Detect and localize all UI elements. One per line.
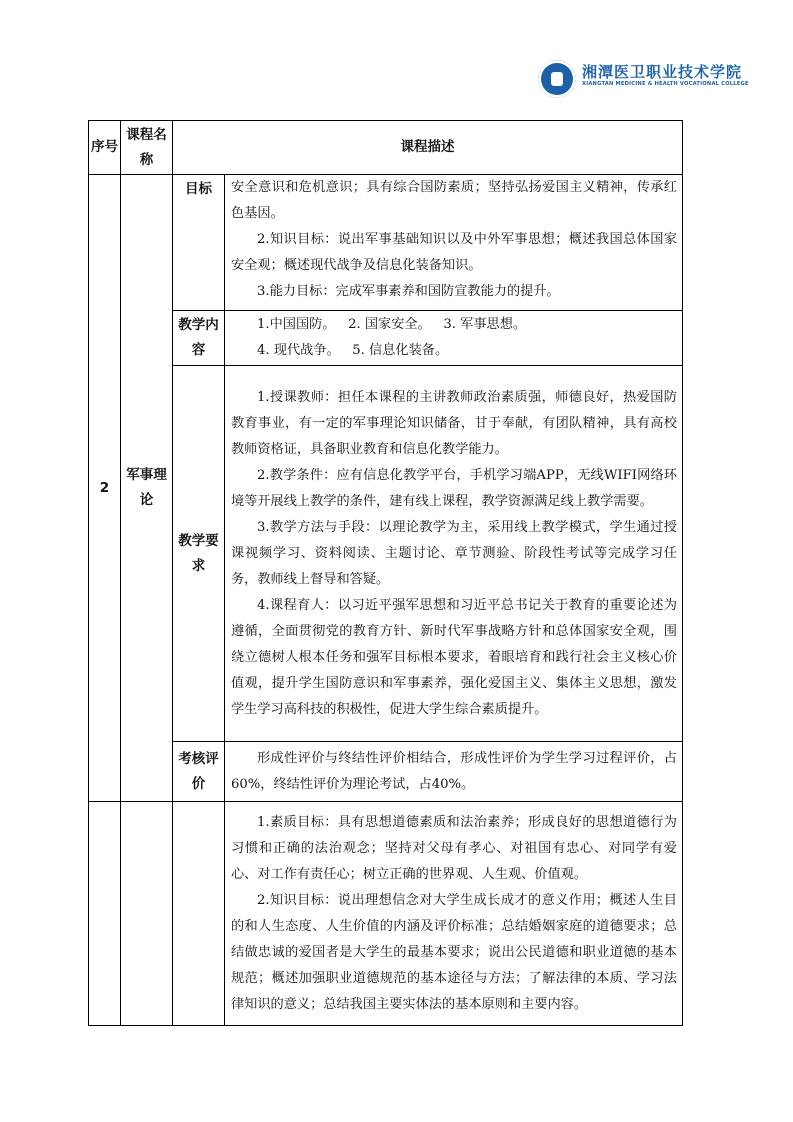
requirement-paragraph: 3.教学方法与手段：以理论教学为主，采用线上教学模式，学生通过授课视频学习、资料阅读、主题讨论、章节测验、阶段性考试等完成学习任务，教师线上督导和答疑。 bbox=[231, 519, 677, 587]
next-course-content bbox=[225, 802, 683, 1026]
goal-label: 目标 bbox=[173, 175, 225, 311]
college-name-en: XIANGTAN MEDICINE & HEALTH VOCATIONAL COLLEGE bbox=[582, 81, 749, 87]
teaching-requirements-label: 教学要求 bbox=[173, 366, 225, 742]
next-course-label bbox=[173, 802, 225, 1026]
table-row bbox=[89, 742, 683, 802]
requirement-paragraph: 1.授课教师：担任本课程的主讲教师政治素质强，师德良好，热爱国防教育事业，有一定的军事理论知识储备，甘于奉献，有团队精神，具有高校教师资格证，具备职业教育和信息化教学能力。 bbox=[231, 389, 677, 457]
table-header-row bbox=[89, 121, 683, 175]
course-name: 军事理论 bbox=[121, 175, 173, 802]
requirement-paragraph: 4.课程育人：以习近平强军思想和习近平总书记关于教育的重要论述为遵循，全面贯彻党的教育方针、新时代军事战略方针和总体国家安全观，围绕立德树人根本任务和强军目标根本要求，着眼培育和践行社会主义核心价值观，提升学生国防意识和军事素养，强化爱国主义、集体主义思想，激发学生学习高科技的积极性，促进大学生综合素质提升。 bbox=[231, 597, 677, 717]
assessment-label: 考核评价 bbox=[173, 742, 225, 802]
col-header-description: 课程描述 bbox=[173, 121, 683, 175]
teaching-content-line: 1.中国国防。 2. 国家安全。 3. 军事思想。 bbox=[257, 317, 527, 332]
goal-paragraph: 2.知识目标：说出军事基础知识以及中外军事思想；概述我国总体国家安全观；概述现代战争及信息化装备知识。 bbox=[231, 232, 677, 273]
next-course-index bbox=[89, 802, 121, 1026]
college-name-cn: 湘潭医卫职业技术学院 bbox=[582, 63, 743, 81]
goal-content bbox=[225, 175, 683, 311]
requirement-paragraph: 2.教学条件：应有信息化教学平台，手机学习端APP，无线WIFI网络环境等开展线上教学的条件，建有线上课程，教学资源满足线上教学需要。 bbox=[231, 467, 677, 509]
teaching-content bbox=[225, 311, 683, 366]
college-logo bbox=[538, 58, 749, 98]
teaching-content-label: 教学内容 bbox=[173, 311, 225, 366]
next-course-paragraph: 2.知识目标：说出理想信念对大学生成长成才的意义作用；概述人生目的和人生态度、人生价值的内涵及评价标准；总结婚姻家庭的道德要求；总结做忠诚的爱国者是大学生的最基本要求；说出公民道德和职业道德的基本规范；概述加强职业道德规范的基本途径与方法；了解法律的本质、学习法律知识的意义；总结我国主要实体法的基本原则和主要内容。 bbox=[231, 892, 677, 1012]
table-row bbox=[89, 366, 683, 742]
col-header-index: 序号 bbox=[89, 121, 121, 175]
col-header-course-name: 课程名称 bbox=[121, 121, 173, 175]
table-row bbox=[89, 802, 683, 1026]
teaching-requirements-content bbox=[225, 366, 683, 742]
next-course-paragraph: 1.素质目标：具有思想道德素质和法治素养；形成良好的思想道德行为习惯和正确的法治观念；坚持对父母有孝心、对祖国有忠心、对同学有爱心、对工作有责任心；树立正确的世界观、人生观、价值观。 bbox=[231, 814, 677, 882]
assessment-text: 形成性评价与终结性评价相结合，形成性评价为学生学习过程评价，占60%，终结性评价为理论考试，占40%。 bbox=[231, 750, 677, 792]
table-row bbox=[89, 311, 683, 366]
goal-paragraph: 安全意识和危机意识；具有综合国防素质；坚持弘扬爱国主义精神，传承红色基因。 bbox=[231, 180, 677, 221]
course-table bbox=[88, 120, 683, 1026]
teaching-content-line: 4. 现代战争。 5. 信息化装备。 bbox=[257, 343, 449, 358]
goal-paragraph: 3.能力目标：完成军事素养和国防宣教能力的提升。 bbox=[257, 284, 560, 299]
assessment-content bbox=[225, 742, 683, 802]
next-course-name bbox=[121, 802, 173, 1026]
college-seal-icon bbox=[538, 60, 576, 98]
course-index: 2 bbox=[89, 175, 121, 802]
table-row bbox=[89, 175, 683, 311]
